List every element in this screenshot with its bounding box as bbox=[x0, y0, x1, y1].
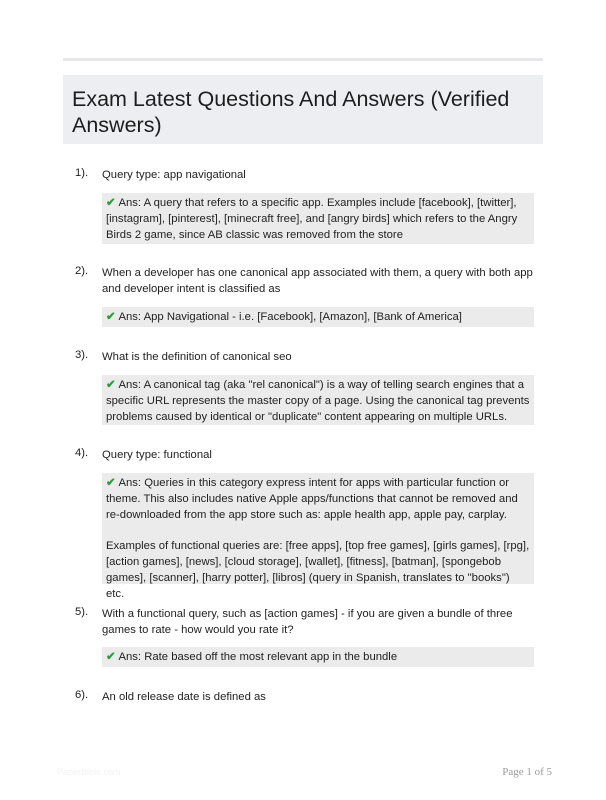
question-number: 6). bbox=[75, 689, 89, 701]
answer-text: Ans: A query that refers to a specific app. Examples include [facebook], [twitter], [instagram], [pinterest], [minecraft free], and [angry birds] which refers to the Angry Birds 2 game, since AB classic was removed from the store bbox=[106, 197, 518, 241]
answer-text: Ans: App Navigational - i.e. [Facebook], [Amazon], [Bank of America] bbox=[118, 311, 462, 323]
question-number: 3). bbox=[75, 349, 89, 361]
page-number: Page 1 of 5 bbox=[502, 766, 552, 778]
answer-text-examples: Examples of functional queries are: [free apps], [top free games], [girls games], [rpg], [action games], [news], [cloud storage], [wallet], [fitness], [batman], [spongebob games], [scanner], [harry potter], [libros] (query in Spanish, translates to "books") etc. bbox=[106, 540, 530, 600]
question-text: With a functional query, such as [action games] - if you are given a bundle of three games to rate - how would you rate it? bbox=[102, 608, 513, 636]
check-icon: ✔ bbox=[106, 651, 116, 663]
answer-box-5 bbox=[102, 647, 534, 667]
answer-text: Ans: A canonical tag (aka "rel canonical") is a way of telling search engines that a specific URL represents the master copy of a page. Using the canonical tag prevents problems caused by identical or "duplicate" content appearing on multiple URLs. bbox=[106, 379, 530, 423]
question-text: Query type: app navigational bbox=[102, 169, 246, 181]
answer-box-3 bbox=[102, 375, 534, 425]
answer-box-4 bbox=[102, 473, 534, 600]
footer-watermark: PaperBible.com bbox=[57, 767, 121, 777]
question-number: 1). bbox=[75, 167, 89, 179]
answer-text: Ans: Rate based off the most relevant app in the bundle bbox=[118, 651, 398, 663]
check-icon: ✔ bbox=[106, 311, 116, 323]
question-number: 2). bbox=[75, 265, 89, 277]
question-text: Query type: functional bbox=[102, 449, 212, 461]
question-number: 5). bbox=[75, 606, 89, 618]
question-text: An old release date is defined as bbox=[102, 691, 266, 703]
check-icon: ✔ bbox=[106, 197, 116, 209]
question-number: 4). bbox=[75, 447, 89, 459]
top-divider bbox=[63, 58, 543, 61]
title-banner bbox=[63, 75, 543, 144]
page-title: Exam Latest Questions And Answers (Verified Answers) bbox=[72, 87, 510, 137]
check-icon: ✔ bbox=[106, 379, 116, 391]
check-icon: ✔ bbox=[106, 477, 116, 489]
answer-box-2 bbox=[102, 307, 534, 327]
answer-box-1 bbox=[102, 193, 534, 244]
question-text: What is the definition of canonical seo bbox=[102, 351, 292, 363]
question-text: When a developer has one canonical app associated with them, a query with both app and developer intent is classified as bbox=[102, 267, 533, 295]
answer-text: Ans: Queries in this category express intent for apps with particular function or theme. This also includes native Apple apps/functions that cannot be removed and re-downloaded from the app store such as: apple health app, apple pay, carplay. bbox=[106, 477, 518, 521]
